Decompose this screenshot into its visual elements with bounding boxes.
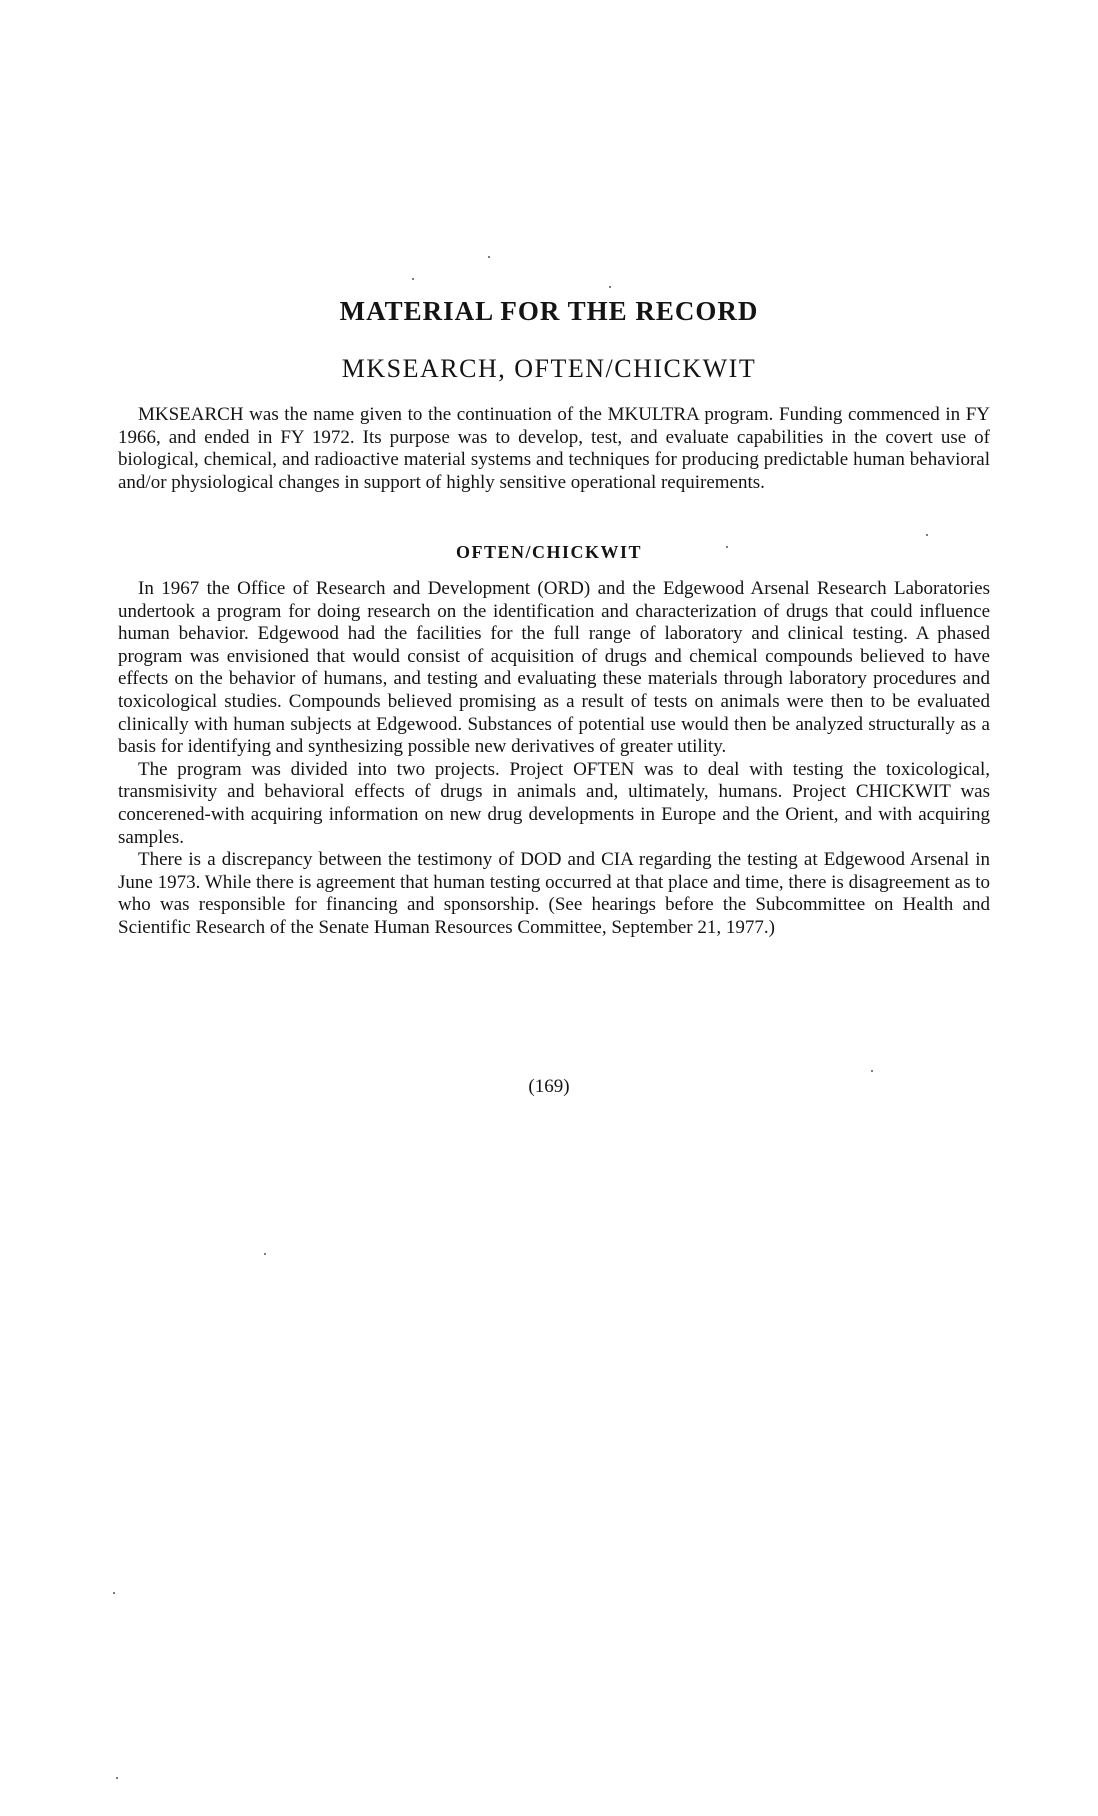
scan-speck [264, 1253, 266, 1255]
scan-speck [609, 286, 611, 288]
body-paragraph: There is a discrepancy between the testimony of DOD and CIA regarding the testing at Edgewood Arsenal in June 1973. While there is agreement that human testing occurred at that place and time, there is disagreement as to who was responsible for financing and sponsorship. (See hearings before the Subcommittee on Health and Scientific Research of the Senate Human Resources Committee, September 21, 1977.) [118, 849, 990, 938]
scan-speck [113, 1592, 115, 1594]
page-number: (169) [528, 1076, 570, 1097]
scan-speck [871, 1070, 873, 1072]
intro-section [118, 404, 990, 494]
body-paragraph: The program was divided into two projects. Project OFTEN was to deal with testing the toxicological, transmisivity and behavioral effects of drugs in animals and, ultimately, humans. Project CHICKWIT was concerened-with acquiring information on new drug developments in Europe and the Orient, and with acquiring samples. [118, 758, 990, 848]
scan-speck [412, 278, 414, 280]
page-title: MATERIAL FOR THE RECORD [339, 296, 759, 326]
scan-speck [726, 546, 728, 548]
scan-speck [926, 534, 928, 536]
scan-speck [116, 1777, 118, 1779]
scan-speck [488, 256, 490, 258]
intro-paragraph: MKSEARCH was the name given to the continuation of the MKULTRA program. Funding commenced in FY 1966, and ended in FY 1972. Its purpose was to develop, test, and evaluate capabilities in the covert use of biological, chemical, and radioactive material systems and techniques for producing predictable human behavioral and/or physiological changes in support of highly sensitive operational requirements. [118, 404, 990, 493]
body-section [118, 578, 990, 940]
section-heading: OFTEN/CHICKWIT [455, 542, 643, 562]
page-subtitle: MKSEARCH, OFTEN/CHICKWIT [341, 354, 757, 383]
body-paragraph: In 1967 the Office of Research and Development (ORD) and the Edgewood Arsenal Research Laboratories undertook a program for doing research on the identification and characterization of drugs that could influence human behavior. Edgewood had the facilities for the full range of laboratory and clinical testing. A phased program was envisioned that would consist of acquisition of drugs and chemical compounds believed to have effects on the behavior of humans, and testing and evaluating these materials through laboratory procedures and toxicological studies. Compounds believed promising as a result of tests on animals were then to be evaluated clinically with human subjects at Edgewood. Substances of potential use would then be analyzed structurally as a basis for identifying and synthesizing possible new derivatives of greater utility. [118, 578, 990, 758]
